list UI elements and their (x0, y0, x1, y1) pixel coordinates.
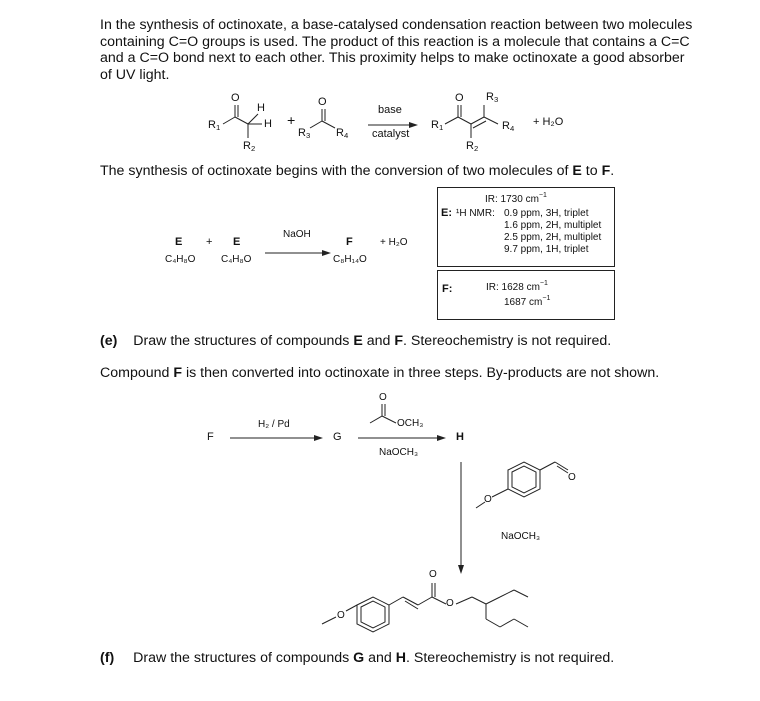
water-product: + H₂O (533, 116, 564, 128)
r3-product: $R_3$ (486, 91, 499, 104)
question-e-pre: Draw the structures of compounds (133, 333, 354, 349)
box-f-label: F: (442, 283, 453, 295)
r1-label: $R_1$ (208, 119, 221, 132)
r4-label: $R_4$ (336, 127, 349, 140)
plus-1: + (287, 113, 296, 129)
line3-pre: Compound (100, 365, 174, 381)
line2-post: . (610, 163, 615, 179)
naoch3-label-2: NaOCH₃ (501, 531, 541, 542)
line2-e: E (572, 163, 582, 179)
question-e-number: (e) (100, 333, 118, 349)
product-f: F (346, 236, 353, 248)
question-f-mid: and (364, 650, 396, 666)
question-f-a: G (353, 650, 365, 666)
carbonyl-o: O (379, 392, 387, 403)
nmr-peak-3: 2.5 ppm, 2H, multiplet (504, 232, 602, 243)
box-e-nmr-label: ¹H NMR: (456, 208, 495, 219)
o-atom-3: O (455, 92, 464, 104)
r2-product: $R_2$ (466, 140, 479, 153)
box-e-ir: IR: 1730 $cm^{-1}$ (485, 192, 547, 205)
h-atom-1: H (257, 102, 265, 114)
h2-pd-label: H₂ / Pd (258, 419, 290, 430)
question-e-a: E (353, 333, 363, 349)
question-f-number: (f) (100, 650, 115, 666)
compound-h: H (456, 431, 464, 443)
box-e-label: E: (441, 207, 452, 219)
line2-mid: to (581, 163, 602, 179)
ester-carbonyl-o: O (429, 569, 437, 580)
methoxy-o-2: O (337, 610, 345, 621)
line2-pre: The synthesis of octinoxate begins with the conversion of two molecules of (100, 163, 573, 179)
plus-2: + (206, 236, 213, 248)
question-f-b: H (395, 650, 407, 666)
scheme3-f: F (207, 431, 214, 443)
h-atom-2: H (264, 118, 272, 130)
naoh-label: NaOH (283, 229, 311, 240)
r4-product: $R_4$ (502, 120, 515, 133)
r1-product: $R_1$ (431, 119, 444, 132)
naoch3-label: NaOCH₃ (379, 447, 419, 458)
base-label: base (378, 104, 402, 116)
o-atom-1: O (231, 92, 240, 104)
reactant-e-1: E (175, 236, 183, 248)
catalyst-label: catalyst (372, 128, 410, 140)
f-formula: C₈H₁₄O (333, 254, 367, 265)
compound-g: G (333, 431, 342, 443)
intro-paragraph: In the synthesis of octinoxate, a base-catalysed condensation reaction between two molecules containing C=O groups is used. The product of this reaction is a molecule that contains a C=C and a C=O bond next to each other. This proximity helps to make octinoxate a good absorber of UV light. (100, 17, 693, 83)
question-e-post: . Stereochemistry is not required. (403, 333, 612, 349)
question-e-mid: and (362, 333, 395, 349)
e-formula-1: C₄H₈O (165, 254, 196, 265)
question-f (100, 650, 614, 666)
nmr-peak-4: 9.7 ppm, 1H, triplet (504, 244, 589, 255)
aldehyde-o: O (568, 472, 576, 483)
water-2: + H₂O (380, 237, 408, 248)
line3-f: F (173, 365, 183, 381)
e-formula-2: C₄H₈O (221, 254, 252, 265)
reactant-e-2: E (233, 236, 241, 248)
line2-f: F (601, 163, 611, 179)
r3-label: $R_3$ (298, 127, 311, 140)
methoxy-o-1: O (484, 494, 492, 505)
box-f-ir-1: IR: 1628 $cm^{-1}$ (486, 280, 548, 293)
ester-o: O (446, 598, 454, 609)
question-f-post: . Stereochemistry is not required. (406, 650, 615, 666)
line3-post: is then converted into octinoxate in three steps. By-products are not shown. (182, 365, 660, 381)
nmr-peak-2: 1.6 ppm, 2H, multiplet (504, 220, 602, 231)
r2-label: $R_2$ (243, 140, 256, 153)
box-f-ir-2: 1687 $cm^{-1}$ (504, 295, 551, 308)
o-atom-2: O (318, 96, 327, 108)
question-e-b: F (394, 333, 404, 349)
nmr-peak-1: 0.9 ppm, 3H, triplet (504, 208, 589, 219)
question-f-pre: Draw the structures of compounds (133, 650, 354, 666)
och3-label: OCH₃ (397, 418, 424, 429)
